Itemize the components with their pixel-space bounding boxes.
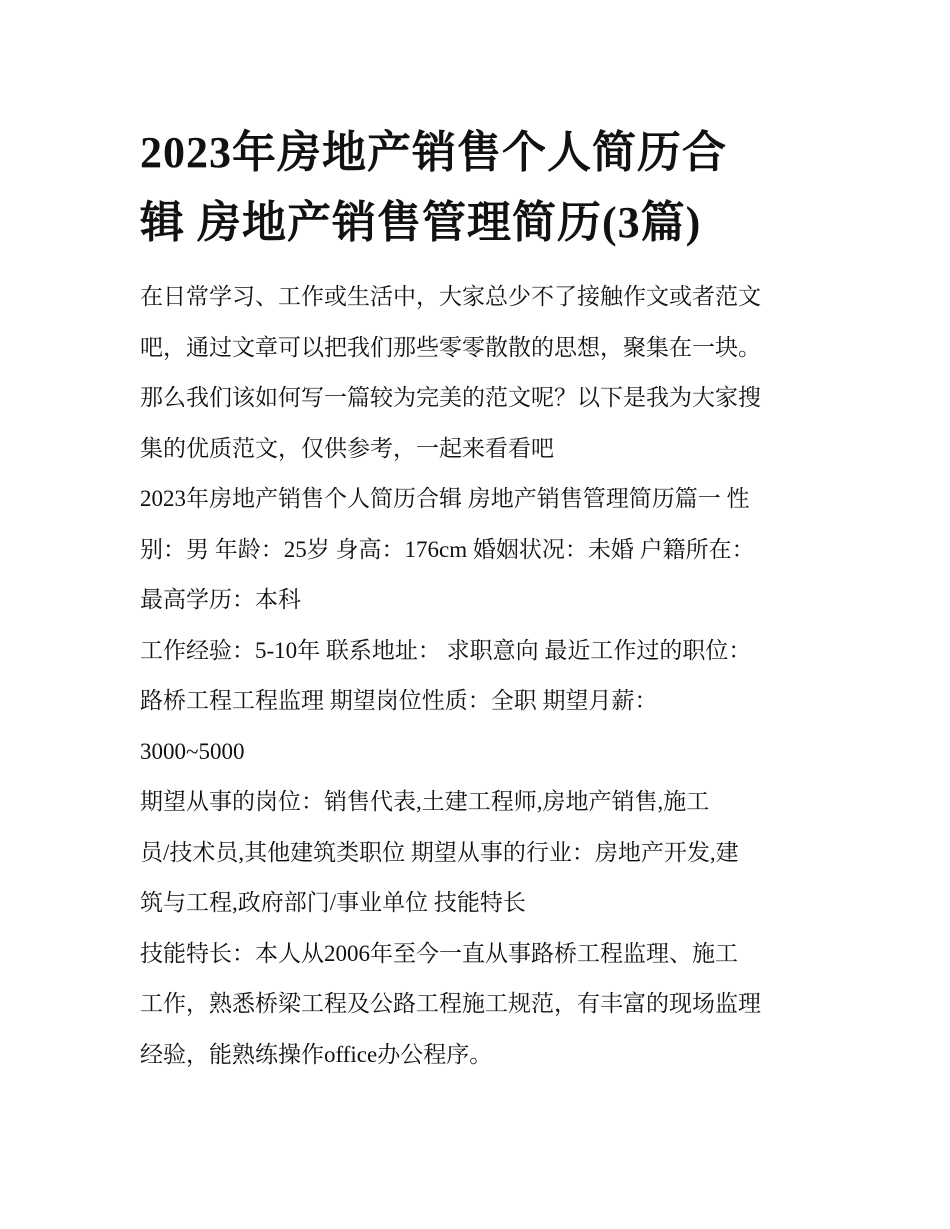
job-intention-paragraph (140, 626, 820, 778)
text-line: 技能特长：本人从2006年至今一直从事路桥工程监理、施工 (140, 940, 738, 966)
text-line: 期望从事的岗位：销售代表,土建工程师,房地产销售,施工 (140, 789, 710, 814)
text-line: 最高学历：本科 (140, 587, 301, 612)
text-line: 2023年房地产销售个人简历合辑 房地产销售管理简历篇一 性 (140, 486, 750, 511)
document-body (140, 272, 820, 1080)
intro-paragraph (140, 272, 820, 474)
text-line: 员/技术员,其他建筑类职位 期望从事的行业：房地产开发,建 (140, 839, 739, 865)
title-line: 2023年房地产销售个人简历合 (140, 128, 727, 177)
text-line: 在日常学习、工作或生活中，大家总少不了接触作文或者范文 (140, 284, 761, 309)
text-line: 经验，能熟练操作office办公程序。 (140, 1041, 493, 1067)
title-line: 辑 房地产销售管理简历(3篇) (140, 198, 702, 247)
text-line: 吧，通过文章可以把我们那些零零散散的思想，聚集在一块。 (140, 334, 761, 360)
text-line: 路桥工程工程监理 期望岗位性质：全职 期望月薪： (140, 688, 658, 713)
personal-info-paragraph (140, 474, 820, 626)
text-line: 别：男 年龄：25岁 身高：176cm 婚姻状况：未婚 户籍所在： (140, 536, 755, 562)
text-line: 工作经验：5-10年 联系地址： 求职意向 最近工作过的职位： (140, 637, 752, 663)
text-line: 那么我们该如何写一篇较为完美的范文呢？以下是我为大家搜 (140, 385, 761, 410)
text-line: 工作，熟悉桥梁工程及公路工程施工规范，有丰富的现场监理 (140, 991, 761, 1016)
document-title (140, 118, 820, 258)
text-line: 3000~5000 (140, 738, 245, 764)
desired-position-paragraph (140, 777, 820, 929)
document-page (140, 118, 820, 1080)
text-line: 筑与工程,政府部门/事业单位 技能特长 (140, 890, 526, 915)
text-line: 集的优质范文，仅供参考，一起来看看吧 (140, 435, 554, 461)
skills-paragraph (140, 929, 820, 1081)
